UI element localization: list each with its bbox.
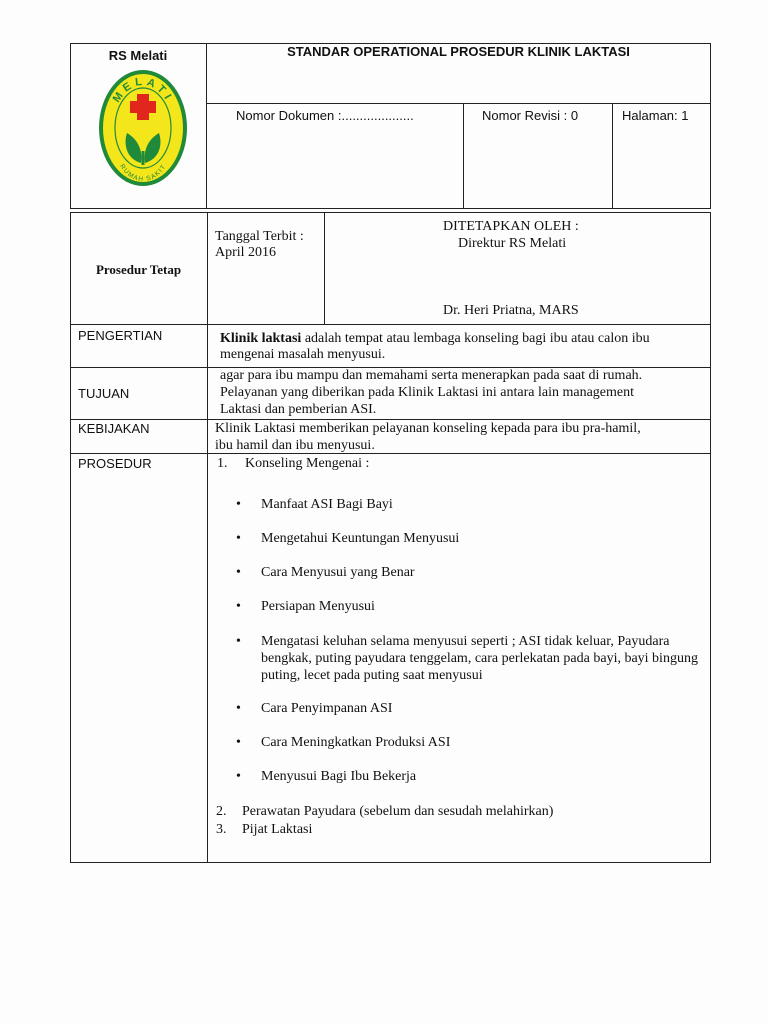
document-title: STANDAR OPERATIONAL PROSEDUR KLINIK LAKTASI [287,44,630,59]
tujuan-line2: Pelayanan yang diberikan pada Klinik Laktasi ini antara lain management [220,385,635,400]
prosedur-item2: Perawatan Payudara (sebelum dan sesudah melahirkan) [242,804,554,819]
prosedur-item3-number: 3. [216,822,227,837]
prosedur-item1: Konseling Mengenai : [245,456,370,471]
bullet-item: • Mengetahui Keuntungan Menyusui [261,531,706,547]
pengertian-bold: Klinik laktasi [220,331,302,346]
pengertian-line1 [220,331,710,347]
prosedur-item2-number: 2. [216,804,227,819]
tujuan-line3: Laktasi dan pemberian ASI. [220,402,377,417]
nomor-revisi: Nomor Revisi : 0 [482,108,579,123]
tanggal-terbit-value: April 2016 [215,245,277,260]
prosedur-item1-number: 1. [217,456,228,471]
halaman: Halaman: 1 [622,108,689,123]
bullet-item: • Manfaat ASI Bagi Bayi [261,497,706,513]
bullet-item: • Cara Menyusui yang Benar [261,565,706,581]
logo-bottom-text: RUMAH SAKIT [118,163,168,184]
bullet-item: • Mengatasi keluhan selama menyusui seperti ; ASI tidak keluar, Payudara bengkak, puting payudara tenggelam, cara perlekatan pada bayi, bayi bingung puting, lecet pada puting saat menyusui [261,633,706,684]
bullet-item: • Cara Penyimpanan ASI [261,701,706,717]
prosedur-label: PROSEDUR [78,456,152,471]
bullet-item: • Cara Meningkatkan Produksi ASI [261,735,706,751]
pengertian-rest: adalah tempat atau lembaga konseling bagi ibu atau calon ibu [301,331,650,346]
prosedur-tetap-label: Prosedur Tetap [95,262,182,277]
prosedur-item3: Pijat Laktasi [242,822,313,837]
bullet-item: • Persiapan Menyusui [261,599,706,615]
kebijakan-line2: ibu hamil dan ibu menyusui. [215,438,375,452]
kebijakan-label: KEBIJAKAN [78,421,150,436]
pengertian-label: PENGERTIAN [78,328,163,343]
pengertian-line2: mengenai masalah menyusui. [220,347,386,362]
hospital-logo [97,67,189,189]
nomor-dokumen: Nomor Dokumen :.................... [236,108,414,123]
direktur-title: Direktur RS Melati [458,236,567,251]
tanggal-terbit-label: Tanggal Terbit : [215,229,304,244]
bullet-item: • Menyusui Bagi Ibu Bekerja [261,769,706,785]
signatory-name: Dr. Heri Priatna, MARS [443,303,579,318]
ditetapkan-oleh: DITETAPKAN OLEH : [443,219,579,234]
logo-top-text: MELATI [110,75,176,105]
tujuan-line1: agar para ibu mampu dan memahami serta menerapkan pada saat di rumah. [220,368,643,383]
kebijakan-line1: Klinik Laktasi memberikan pelayanan konseling kepada para ibu pra-hamil, [215,421,641,436]
hospital-name: RS Melati [108,48,168,63]
tujuan-label: TUJUAN [78,386,130,401]
